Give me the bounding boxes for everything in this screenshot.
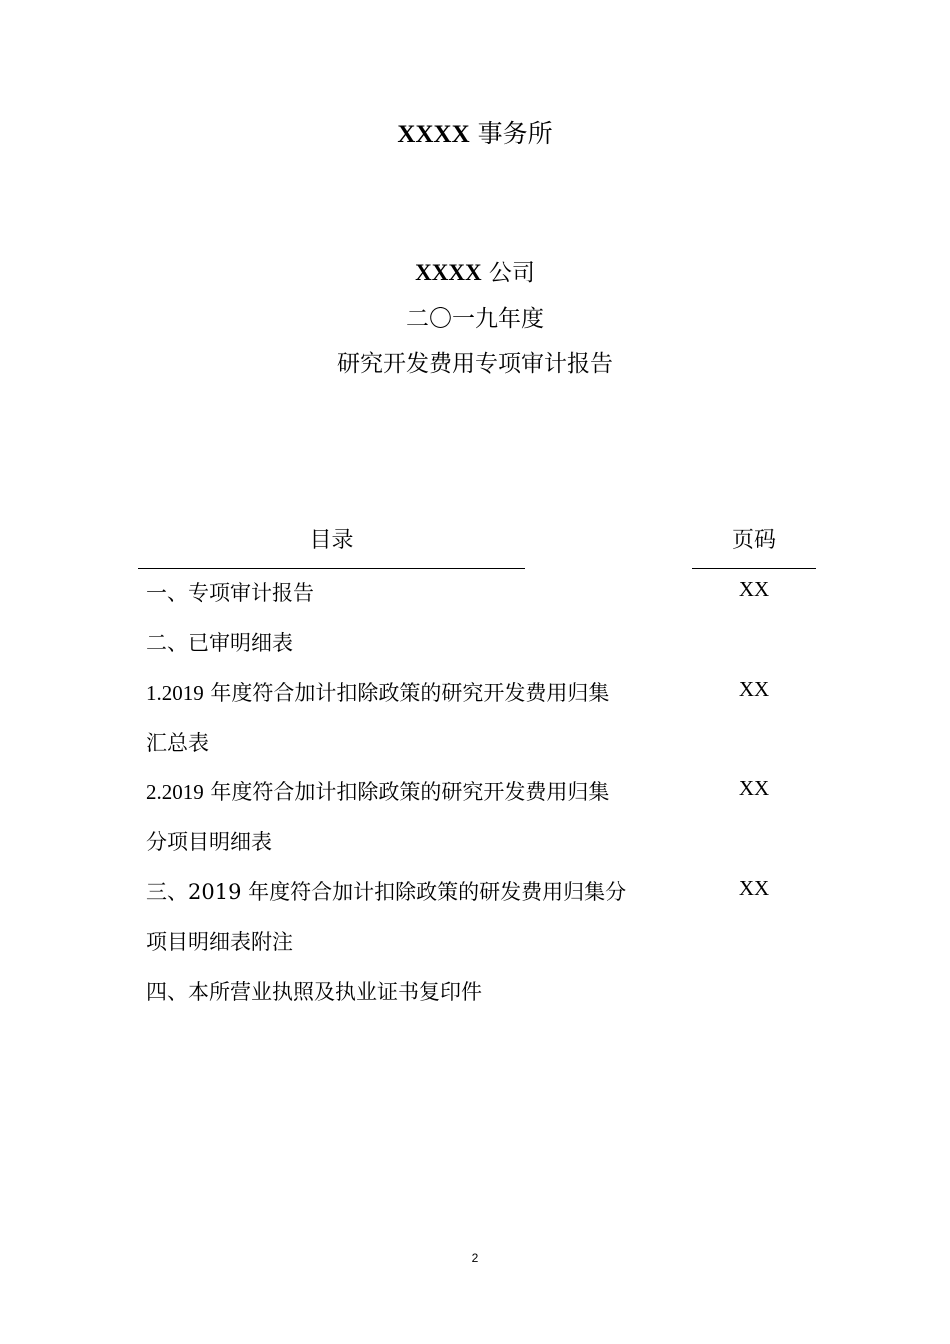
firm-name-bold: XXXX [397,121,470,148]
toc-heading: 目录 [309,528,354,553]
toc-rule-right [692,568,816,569]
toc-line-4: 汇总表 [146,731,209,755]
toc-page-7: XX [738,876,770,900]
toc-line-8: 项目明细表附注 [146,930,293,954]
toc-line-3: 1.2019 年度符合加计扣除政策的研究开发费用归集 [146,681,610,705]
report-title: 研究开发费用专项审计报告 [337,351,613,377]
company-name-bold: XXXX [415,260,482,285]
toc-line-6: 分项目明细表 [146,830,272,854]
toc-page-5: XX [738,776,770,800]
toc-line-1: 一、专项审计报告 [146,581,314,605]
toc-page-3: XX [738,677,770,701]
toc-page-1: XX [738,577,770,601]
toc-line-2: 二、已审明细表 [146,631,293,655]
company-name [0,254,950,287]
page-heading: 页码 [731,528,776,553]
toc-line-9: 四、本所营业执照及执业证书复印件 [146,980,482,1004]
firm-name-rest: 事务所 [469,119,553,148]
report-year: 二〇一九年度 [406,306,544,332]
toc-line-7: 三、2019 年度符合加计扣除政策的研发费用归集分 [146,880,627,904]
firm-name [0,114,950,150]
page-number: 2 [471,1251,479,1265]
company-name-rest: 公司 [481,260,535,286]
toc-rule-left [138,568,525,569]
toc-line-5: 2.2019 年度符合加计扣除政策的研究开发费用归集 [146,780,610,804]
